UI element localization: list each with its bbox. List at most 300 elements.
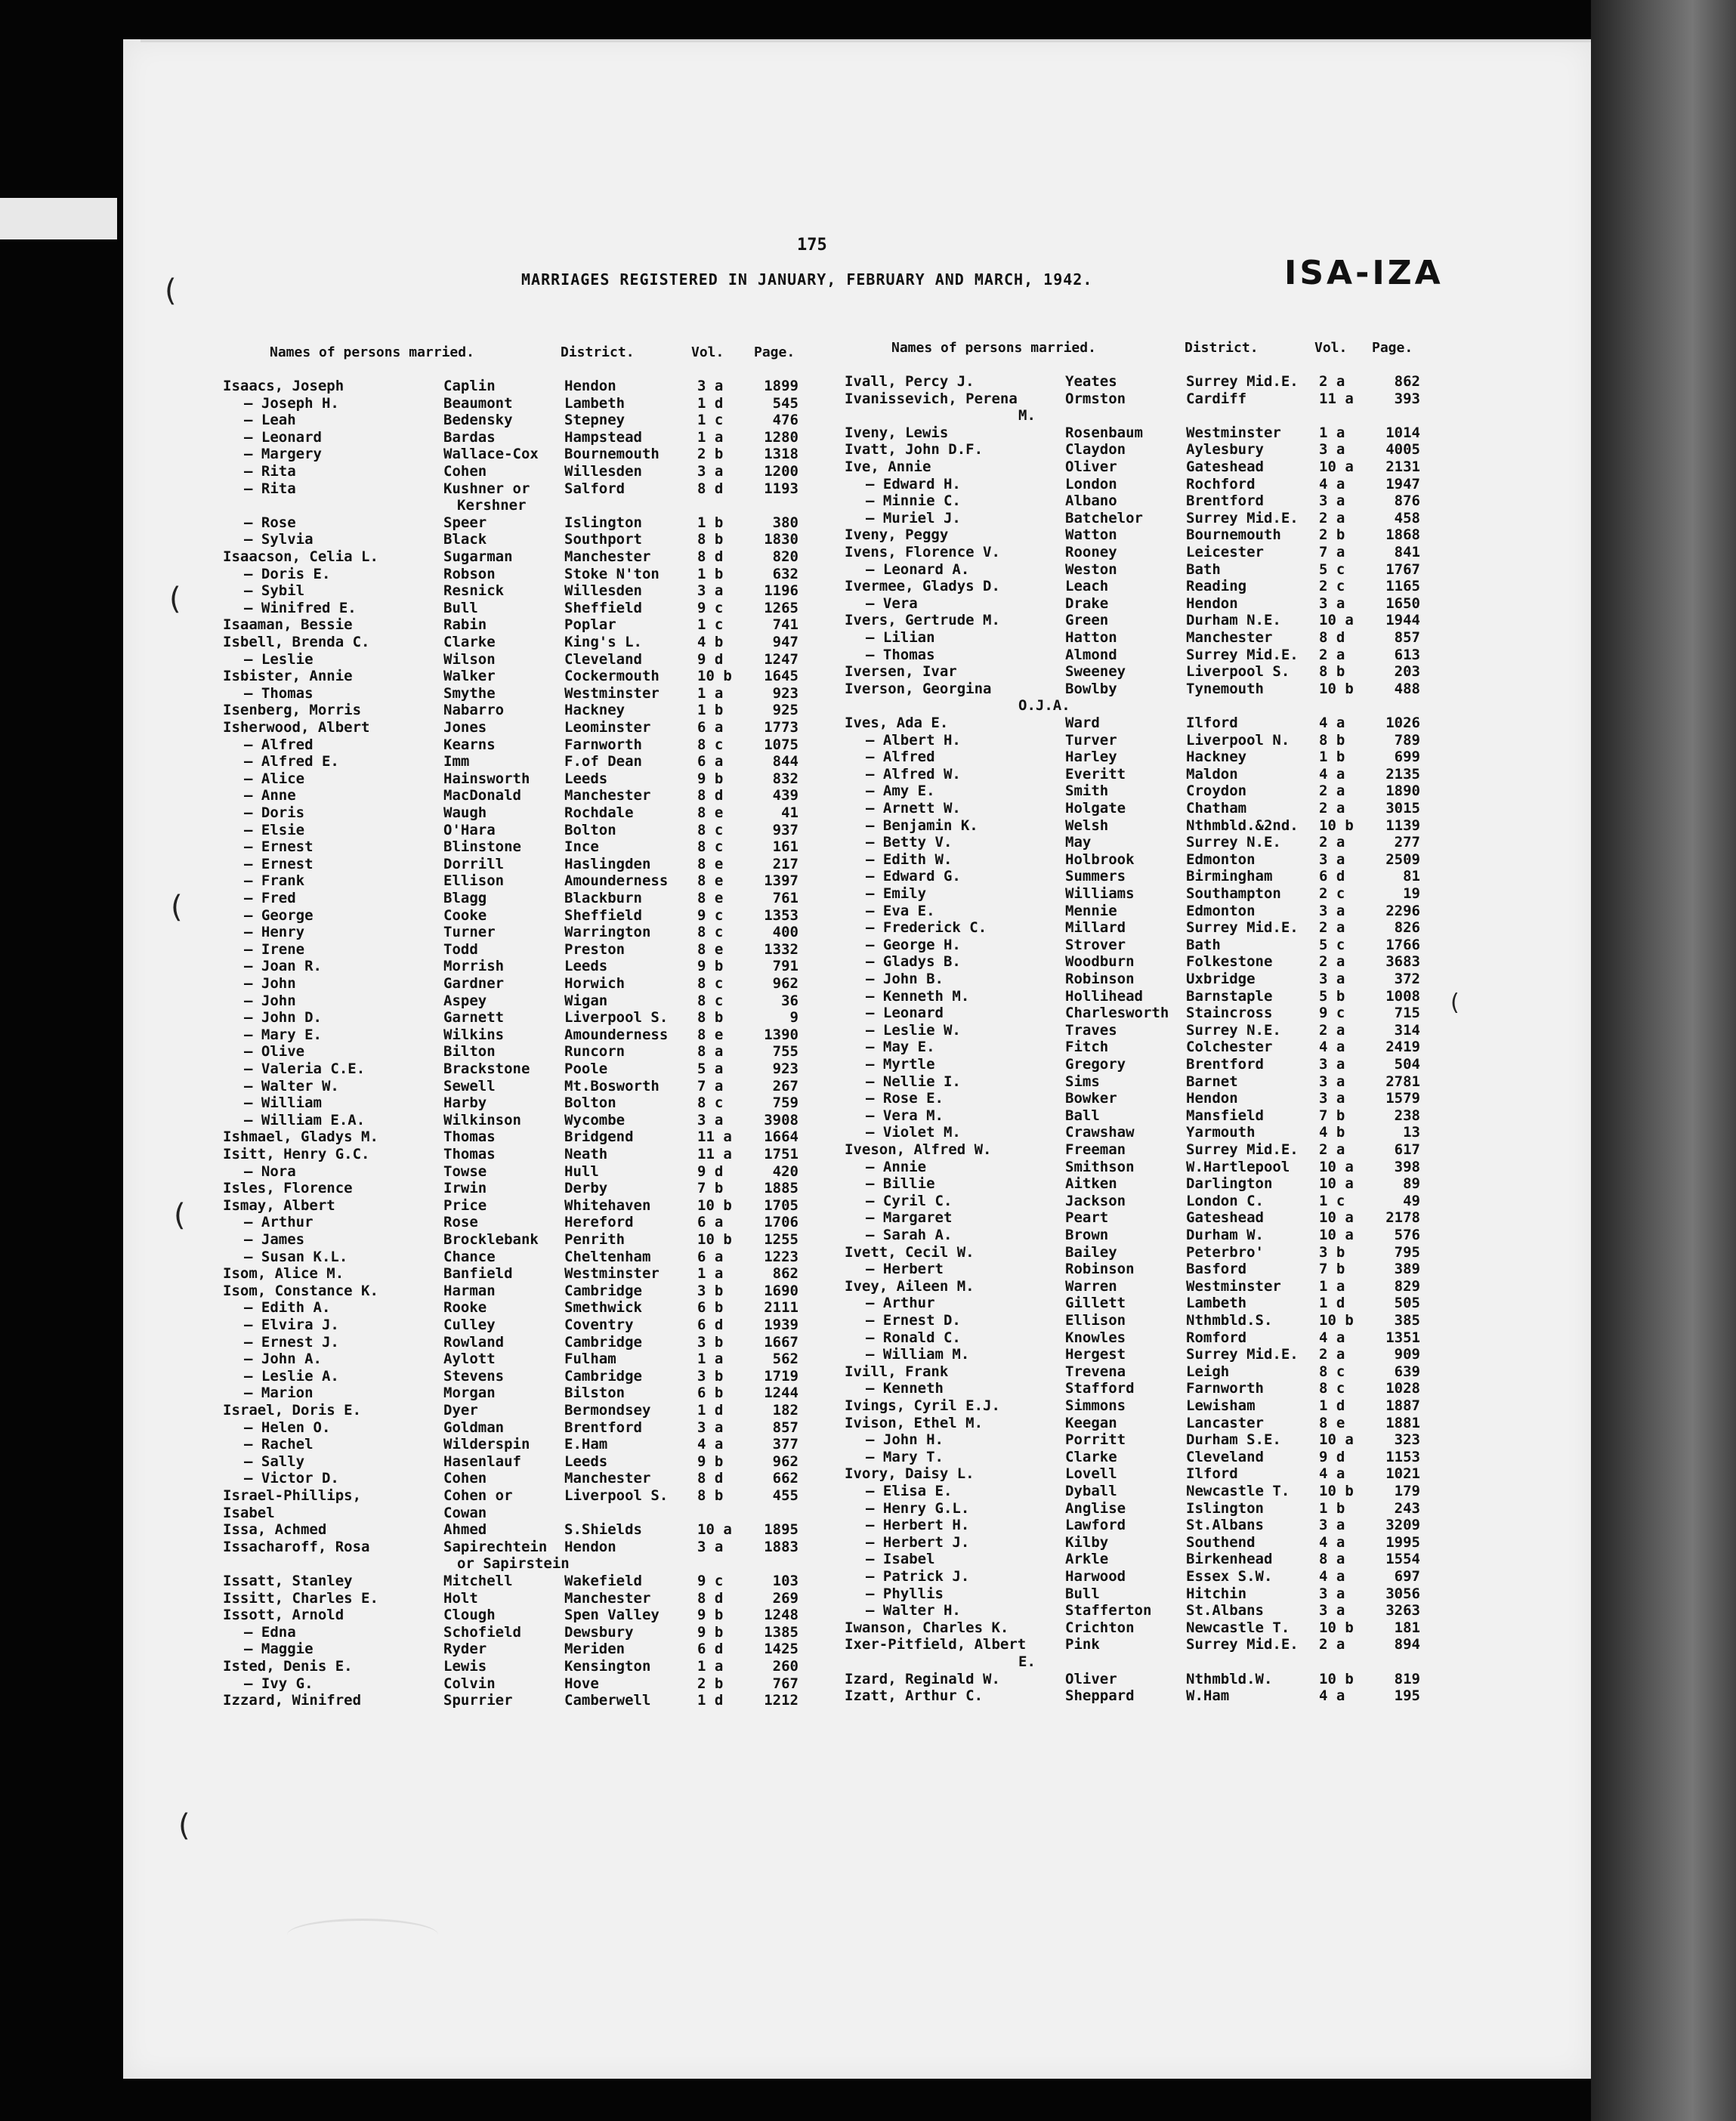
entry-district: Lambeth <box>564 394 626 412</box>
entry-vol: 11 a <box>1319 390 1354 407</box>
entry-vol: 3 b <box>697 1367 724 1385</box>
entry-page: 1887 <box>1385 1397 1420 1414</box>
entry-spouse: Rabin <box>443 616 487 634</box>
entry-name: — John H. <box>866 1431 944 1449</box>
entry-vol: 1 b <box>697 514 724 531</box>
entry-vol: 3 a <box>697 378 724 394</box>
entry-name: Ivill, Frank <box>845 1363 949 1380</box>
entry-district: Westminster <box>564 1265 659 1283</box>
entry-spouse: Mennie <box>1065 902 1117 919</box>
entry-district: Leigh <box>1186 1363 1230 1380</box>
entry-district: Bath <box>1186 560 1221 578</box>
entry-vol: 4 a <box>1319 1687 1345 1705</box>
entry-spouse: Morgan <box>443 1385 496 1402</box>
entry-district: Salford <box>564 480 626 497</box>
entry-vol: 6 d <box>697 1317 724 1333</box>
entry-page: 3908 <box>764 1111 798 1128</box>
entry-spouse: Dyer <box>443 1402 478 1419</box>
entry-vol: 1 a <box>697 1351 724 1368</box>
entry-district: Colchester <box>1186 1039 1273 1056</box>
entry-vol: 8 d <box>1319 629 1345 646</box>
table-row <box>845 1261 1449 1277</box>
table-row <box>845 919 1449 936</box>
table-row <box>845 681 1449 697</box>
entry-name: — Walter W. <box>244 1077 339 1094</box>
entry-name: Ishmael, Gladys M. <box>223 1128 378 1146</box>
entry-spouse: Ward <box>1065 715 1100 731</box>
entry-spouse: Holbrook <box>1065 851 1135 868</box>
binding-hole-icon: ( <box>174 1198 186 1233</box>
binding-hole-icon: ( <box>169 582 181 616</box>
entry-spouse: Strover <box>1065 936 1126 953</box>
table-row <box>223 770 827 787</box>
entry-vol: 8 c <box>697 1094 724 1112</box>
table-row <box>223 531 827 548</box>
entry-page: 1751 <box>764 1146 798 1162</box>
entry-name: Issa, Achmed <box>223 1521 327 1539</box>
entry-page: 795 <box>1394 1243 1420 1261</box>
entry-spouse: Sapirechtein <box>443 1538 548 1555</box>
entry-page: 1719 <box>764 1367 798 1385</box>
table-row <box>223 890 827 906</box>
entry-page: 832 <box>772 770 798 787</box>
entry-vol: 1 a <box>697 1265 724 1283</box>
entry-vol: 8 e <box>697 1026 724 1043</box>
entry-vol: 2 b <box>697 446 724 463</box>
entry-district: Brentford <box>564 1419 642 1436</box>
entry-spouse: Clarke <box>443 634 496 650</box>
table-row <box>845 1227 1449 1243</box>
entry-vol: 9 d <box>1319 1448 1345 1465</box>
entry-vol: 8 e <box>697 855 724 872</box>
entry-district: Leicester <box>1186 544 1264 560</box>
entry-vol: 8 c <box>697 821 724 838</box>
entry-vol: 7 b <box>697 1180 724 1197</box>
entry-district: Cambridge <box>564 1333 642 1351</box>
table-row <box>223 1060 827 1077</box>
entry-spouse: Schofield <box>443 1623 521 1641</box>
entry-name: — Leslie A. <box>244 1367 339 1385</box>
table-row <box>845 851 1449 868</box>
entry-spouse: Blagg <box>443 890 487 906</box>
entry-district: Westminster <box>1186 1277 1281 1295</box>
entry-name: — Kenneth <box>866 1380 944 1397</box>
table-row <box>223 616 827 633</box>
entry-vol: 2 b <box>697 1675 724 1692</box>
entry-district: Camberwell <box>564 1692 651 1709</box>
entry-district: Stepney <box>564 412 626 429</box>
table-row <box>845 629 1449 646</box>
page-edge <box>141 39 1591 42</box>
entry-vol: 8 b <box>697 531 724 548</box>
entry-vol: 2 a <box>1319 800 1345 817</box>
entry-page: 217 <box>772 855 798 872</box>
entry-page: 1318 <box>764 446 798 463</box>
entry-vol: 3 a <box>697 582 724 600</box>
entry-spouse: Bilton <box>443 1043 496 1060</box>
entry-spouse: Walker <box>443 668 496 685</box>
entry-spouse: Sims <box>1065 1073 1100 1090</box>
entry-spouse: Gillett <box>1065 1295 1126 1312</box>
entry-vol: 1 d <box>697 1402 724 1419</box>
entry-name: — Helen O. <box>244 1419 331 1436</box>
entry-page: 179 <box>1394 1483 1420 1499</box>
entry-spouse: Robinson <box>1065 1261 1135 1278</box>
entry-spouse: Sheppard <box>1065 1687 1135 1705</box>
entry-spouse: Aspey <box>443 992 487 1009</box>
table-row <box>845 1671 1449 1687</box>
entry-district: Brentford <box>1186 492 1264 510</box>
entry-vol: 2 a <box>1319 373 1345 390</box>
entry-name: — Violet M. <box>866 1124 961 1141</box>
entry-name: — Patrick J. <box>866 1568 970 1585</box>
table-row <box>845 1244 1449 1261</box>
entry-page: 103 <box>772 1573 798 1589</box>
entry-vol: 8 b <box>697 1009 724 1027</box>
entry-name: Ivey, Aileen M. <box>845 1277 975 1295</box>
entry-district: Leominster <box>564 719 651 736</box>
entry-district: Surrey Mid.E. <box>1186 509 1299 526</box>
entry-page: 1883 <box>764 1538 798 1555</box>
table-row <box>845 1039 1449 1055</box>
entry-name: — Sylvia <box>244 531 314 548</box>
table-row <box>223 941 827 958</box>
entry-district: Warrington <box>564 924 651 941</box>
entry-name: Ivers, Gertrude M. <box>845 612 1000 629</box>
entry-spouse: Knowles <box>1065 1329 1126 1346</box>
entry-name: — Alfred E. <box>244 753 339 770</box>
entry-name: — Gladys B. <box>866 953 961 971</box>
entry-name: Israel-Phillips, <box>223 1487 362 1504</box>
entry-spouse: Kearns <box>443 736 496 753</box>
table-row <box>845 1687 1449 1704</box>
entry-vol: 10 a <box>1319 612 1354 629</box>
entry-page: 1248 <box>764 1607 798 1624</box>
entry-spouse: Caplin <box>443 378 496 394</box>
entry-page: 857 <box>772 1419 798 1436</box>
entry-vol: 4 a <box>1319 1533 1345 1551</box>
entry-district: Staincross <box>1186 1005 1273 1022</box>
entry-page: 1895 <box>764 1521 798 1539</box>
table-row <box>223 1094 827 1111</box>
entry-page: 1830 <box>764 531 798 548</box>
entry-vol: 6 a <box>697 753 724 770</box>
entry-page: 1280 <box>764 428 798 446</box>
entry-name: — Nora <box>244 1162 296 1180</box>
entry-vol: 1 d <box>697 394 724 412</box>
entry-page: 925 <box>772 702 798 719</box>
entry-name: — Minnie C. <box>866 492 961 510</box>
entry-page: 819 <box>1394 1670 1420 1687</box>
entry-name: Issacharoff, Rosa <box>223 1538 370 1555</box>
entry-district: W.Hartlepool <box>1186 1158 1290 1175</box>
table-row <box>845 749 1449 765</box>
entry-district: Newcastle T. <box>1186 1483 1290 1499</box>
entry-spouse: Wilkinson <box>443 1111 521 1128</box>
entry-spouse: Smith <box>1065 783 1109 800</box>
entry-name: — Margaret <box>866 1209 953 1227</box>
table-row <box>223 958 827 974</box>
entry-district: Newcastle T. <box>1186 1619 1290 1636</box>
entry-spouse: Hollihead <box>1065 987 1143 1005</box>
entry-district: King's L. <box>564 634 642 650</box>
entry-page: 398 <box>1394 1158 1420 1175</box>
entry-district: Willesden <box>564 582 642 600</box>
entry-district: Blackburn <box>564 890 642 906</box>
entry-district: Ilford <box>1186 1465 1238 1483</box>
entry-district: Leeds <box>564 1453 608 1470</box>
entry-spouse: Sewell <box>443 1077 496 1094</box>
entry-vol: 10 b <box>1319 1483 1354 1499</box>
entry-district: Westminster <box>564 684 659 702</box>
entry-district: Amounderness <box>564 872 669 890</box>
entry-district: Folkestone <box>1186 953 1273 971</box>
entry-vol: 3 a <box>1319 971 1345 987</box>
entry-page: 385 <box>1394 1312 1420 1329</box>
entry-vol: 6 b <box>697 1299 724 1317</box>
entry-vol: 6 a <box>697 1248 724 1265</box>
entry-page: 2296 <box>1385 902 1420 919</box>
entry-spouse: Robinson <box>1065 971 1135 987</box>
entry-page: 829 <box>1394 1277 1420 1295</box>
entry-district: Leeds <box>564 770 608 787</box>
entry-district: Westminster <box>1186 424 1281 441</box>
entry-district: Durham S.E. <box>1186 1431 1281 1449</box>
table-row <box>845 510 1449 526</box>
entry-district: W.Ham <box>1186 1687 1230 1705</box>
table-row <box>845 1005 1449 1021</box>
table-row <box>845 425 1449 441</box>
entry-page: 161 <box>772 838 798 856</box>
entry-district: London C. <box>1186 1192 1264 1209</box>
entry-page: 476 <box>772 412 798 429</box>
table-row <box>845 1329 1449 1346</box>
entry-page: 1193 <box>764 480 798 497</box>
entry-spouse: Stafford <box>1065 1380 1135 1397</box>
entry-page: 791 <box>772 958 798 975</box>
entry-spouse: Mitchell <box>443 1573 513 1589</box>
entry-page: 314 <box>1394 1021 1420 1039</box>
entry-name: — Henry G.L. <box>866 1499 970 1517</box>
entry-name: — Elisa E. <box>866 1483 953 1499</box>
entry-vol: 1 d <box>1319 1295 1345 1312</box>
table-row <box>845 732 1449 749</box>
entry-district: Southport <box>564 531 642 548</box>
entry-district: Meriden <box>564 1641 626 1658</box>
entry-name: — Edna <box>244 1623 296 1641</box>
entry-name: — Alfred <box>244 736 314 753</box>
entry-page: 1223 <box>764 1248 798 1265</box>
table-row <box>223 600 827 616</box>
entry-district: F.of Dean <box>564 753 642 770</box>
entry-vol: 4 a <box>1319 765 1345 783</box>
entry-spouse: Ellison <box>1065 1312 1126 1329</box>
entry-page: 1244 <box>764 1385 798 1402</box>
entry-vol: 6 a <box>697 719 724 736</box>
table-row <box>845 885 1449 902</box>
entry-spouse: Cohen <box>443 463 487 480</box>
table-row <box>223 1692 827 1709</box>
table-row <box>223 1128 827 1145</box>
entry-district: Surrey Mid.E. <box>1186 1141 1299 1158</box>
entry-vol: 1 a <box>1319 1277 1345 1295</box>
entry-district: Wakefield <box>564 1573 642 1589</box>
entry-page: 267 <box>772 1077 798 1094</box>
table-row <box>223 1539 827 1555</box>
entry-district: Hampstead <box>564 428 642 446</box>
entry-spouse: Wallace-Cox <box>443 446 539 463</box>
entry-district: Brentford <box>1186 1056 1264 1073</box>
entry-spouse: Sweeney <box>1065 663 1126 681</box>
entry-spouse: Bowlby <box>1065 680 1117 697</box>
entry-vol: 9 b <box>697 1453 724 1470</box>
table-row <box>223 822 827 838</box>
entry-district: Nthmbld.&2nd. <box>1186 817 1299 834</box>
entry-district: Poplar <box>564 616 616 634</box>
table-row <box>845 783 1449 799</box>
entry-name: — Nellie I. <box>866 1073 961 1090</box>
entry-vol: 9 b <box>697 1623 724 1641</box>
table-row <box>845 1397 1449 1414</box>
entry-name: — Frank <box>244 872 305 890</box>
table-row <box>223 412 827 428</box>
entry-page: 504 <box>1394 1056 1420 1073</box>
entry-district: S.Shields <box>564 1521 642 1539</box>
table-row <box>223 378 827 394</box>
index-range: ISA-IZA <box>1284 254 1444 292</box>
entry-page: 389 <box>1394 1261 1420 1278</box>
entry-spouse: Lovell <box>1065 1465 1117 1483</box>
entry-district: Bilston <box>564 1385 626 1402</box>
entry-vol: 8 e <box>697 804 724 821</box>
entry-spouse: Rowland <box>443 1333 505 1351</box>
entry-name: — Elvira J. <box>244 1317 339 1333</box>
entry-vol: 1 b <box>697 565 724 582</box>
entry-name: — Thomas <box>244 684 314 702</box>
entry-district: Horwich <box>564 975 626 992</box>
entry-page: 2131 <box>1385 458 1420 475</box>
entry-vol: 2 a <box>1319 834 1345 851</box>
entry-name: — William <box>244 1094 322 1112</box>
binding-hole-icon: ( <box>171 890 183 925</box>
entry-district: Cockermouth <box>564 668 659 685</box>
entry-vol: 1 b <box>1319 1499 1345 1517</box>
entry-name: — Leonard A. <box>866 560 970 578</box>
entry-spouse: Rooke <box>443 1299 487 1317</box>
entry-page: 1196 <box>764 582 798 600</box>
entry-district: Lancaster <box>1186 1414 1264 1431</box>
entry-vol: 4 b <box>1319 1124 1345 1141</box>
table-row <box>845 612 1449 628</box>
entry-name: — George H. <box>866 936 961 953</box>
entry-spouse: Thomas <box>443 1146 496 1162</box>
entry-page: 203 <box>1394 663 1420 681</box>
entry-name: — Rachel <box>244 1436 314 1453</box>
entry-district: Durham N.E. <box>1186 612 1281 629</box>
entry-page: 1008 <box>1385 987 1420 1005</box>
entry-spouse: Turner <box>443 924 496 941</box>
table-row <box>845 663 1449 680</box>
entry-district: Croydon <box>1186 783 1247 800</box>
entry-spouse: Clarke <box>1065 1448 1117 1465</box>
entry-name: — John A. <box>244 1351 322 1368</box>
table-row <box>845 1193 1449 1209</box>
entry-name: Iverson, Georgina <box>845 680 992 697</box>
entry-spouse: Stafferton <box>1065 1602 1152 1619</box>
entry-name: Izatt, Arthur C. <box>845 1687 984 1705</box>
entry-spouse: Banfield <box>443 1265 513 1283</box>
entry-district: Cardiff <box>1186 390 1247 407</box>
entry-vol: 10 a <box>697 1521 732 1539</box>
header-district: District. <box>561 344 635 360</box>
entry-vol: 1 a <box>697 428 724 446</box>
entry-vol: 6 d <box>1319 868 1345 885</box>
entry-name: — Elsie <box>244 821 305 838</box>
table-row <box>845 578 1449 594</box>
entry-district: Spen Valley <box>564 1607 659 1624</box>
entry-district: Lewisham <box>1186 1397 1256 1414</box>
entry-district: Cambridge <box>564 1367 642 1385</box>
entry-page: 1021 <box>1385 1465 1420 1483</box>
entry-spouse: Fitch <box>1065 1039 1109 1056</box>
entry-district: Surrey Mid.E. <box>1186 1636 1299 1653</box>
entry-vol: 3 a <box>697 1419 724 1436</box>
entry-page: 576 <box>1394 1227 1420 1243</box>
entry-spouse: Lewis <box>443 1658 487 1675</box>
entry-name: — Rita <box>244 480 296 497</box>
entry-district: Hove <box>564 1675 599 1692</box>
table-row <box>223 924 827 940</box>
entry-vol: 8 c <box>697 838 724 856</box>
entry-spouse: Hainsworth <box>443 770 530 787</box>
entry-name: — May E. <box>866 1039 935 1056</box>
table-row <box>223 566 827 582</box>
table-row <box>223 1231 827 1248</box>
entry-spouse: Holgate <box>1065 800 1126 817</box>
entry-name: — John <box>244 975 296 992</box>
entry-name: — Phyllis <box>866 1585 944 1602</box>
entry-vol: 2 a <box>1319 646 1345 663</box>
entry-vol: 8 c <box>1319 1380 1345 1397</box>
entry-district: Chatham <box>1186 800 1247 817</box>
table-row <box>223 582 827 599</box>
entry-spouse: Green <box>1065 612 1109 629</box>
entry-name: — Vera <box>866 594 918 612</box>
paper-smudge <box>287 1919 438 1951</box>
table-row <box>845 1107 1449 1124</box>
entry-name: — Rita <box>244 463 296 480</box>
table-row <box>223 1078 827 1094</box>
entry-name: — Arthur <box>866 1295 935 1312</box>
header-page: Page. <box>754 344 795 360</box>
entry-spouse: Freeman <box>1065 1141 1126 1158</box>
table-row <box>223 1043 827 1060</box>
entry-name: Iwanson, Charles K. <box>845 1619 1009 1636</box>
entry-district: Bath <box>1186 936 1221 953</box>
table-row <box>845 1159 1449 1175</box>
entry-spouse: Oliver <box>1065 1670 1117 1687</box>
binding-hole-icon: ( <box>165 273 177 308</box>
entry-district: Ince <box>564 838 599 856</box>
entry-spouse: Woodburn <box>1065 953 1135 971</box>
entry-district: Hackney <box>564 702 626 719</box>
entry-spouse: Watton <box>1065 526 1117 544</box>
entry-spouse: Kershner <box>457 497 527 514</box>
entry-vol: 3 a <box>1319 1602 1345 1619</box>
entry-vol: 5 a <box>697 1060 724 1077</box>
entry-spouse: Bull <box>1065 1585 1100 1602</box>
entry-name: — John <box>244 992 296 1009</box>
